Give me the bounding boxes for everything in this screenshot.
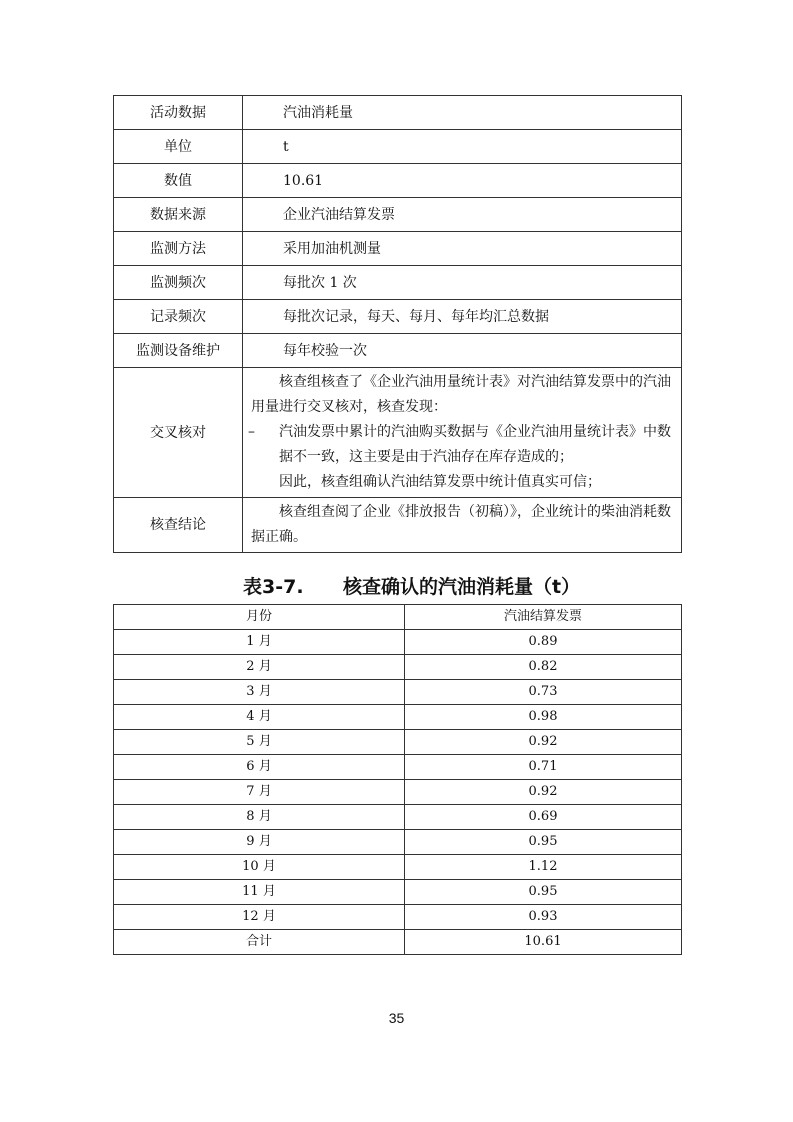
table-row xyxy=(114,266,682,300)
conclusion-row xyxy=(114,498,682,553)
cross-check-conclusion-line: 因此，核查组确认汽油结算发票中统计值真实可信； xyxy=(279,474,601,490)
value-cell: 0.71 xyxy=(405,755,682,780)
table-row xyxy=(114,705,682,730)
cross-check-bullet-text: 汽油发票中累计的汽油购买数据与《企业汽油用量统计表》中数据不一致，这主要是由于汽油存在库存造成的； xyxy=(279,424,671,465)
table-caption xyxy=(0,568,793,598)
row-label: 数值 xyxy=(114,164,243,198)
table-row xyxy=(114,130,682,164)
row-value: 每批次记录，每天、每月、每年均汇总数据 xyxy=(243,300,682,334)
row-value: 企业汽油结算发票 xyxy=(243,198,682,232)
table-row xyxy=(114,334,682,368)
cross-check-row xyxy=(114,368,682,498)
row-label: 记录频次 xyxy=(114,300,243,334)
header-invoice: 汽油结算发票 xyxy=(405,605,682,630)
month-cell: 8 月 xyxy=(114,805,405,830)
table-row xyxy=(114,300,682,334)
month-cell: 12 月 xyxy=(114,905,405,930)
row-label: 监测设备维护 xyxy=(114,334,243,368)
header-month: 月份 xyxy=(114,605,405,630)
value-cell: 0.93 xyxy=(405,905,682,930)
row-label: 活动数据 xyxy=(114,96,243,130)
month-cell: 5 月 xyxy=(114,730,405,755)
row-label: 数据来源 xyxy=(114,198,243,232)
value-cell: 0.95 xyxy=(405,830,682,855)
month-cell: 3 月 xyxy=(114,680,405,705)
table-row xyxy=(114,630,682,655)
value-cell: 0.73 xyxy=(405,680,682,705)
table-row xyxy=(114,805,682,830)
value-cell: 0.98 xyxy=(405,705,682,730)
month-cell: 7 月 xyxy=(114,780,405,805)
row-value: 每批次 1 次 xyxy=(243,266,682,300)
cross-check-content xyxy=(243,368,682,498)
table-row xyxy=(114,880,682,905)
activity-data-table xyxy=(113,95,682,553)
row-value: 10.61 xyxy=(243,164,682,198)
month-cell: 1 月 xyxy=(114,630,405,655)
monthly-gasoline-table xyxy=(113,604,682,955)
row-label: 监测方法 xyxy=(114,232,243,266)
bullet-dash: – xyxy=(248,424,255,440)
conclusion-label: 核查结论 xyxy=(114,498,243,553)
table-row xyxy=(114,655,682,680)
month-cell: 2 月 xyxy=(114,655,405,680)
value-cell: 0.89 xyxy=(405,630,682,655)
table-row xyxy=(114,755,682,780)
table-row xyxy=(114,232,682,266)
month-cell: 4 月 xyxy=(114,705,405,730)
table-row xyxy=(114,780,682,805)
value-cell: 0.92 xyxy=(405,730,682,755)
row-value: 汽油消耗量 xyxy=(243,96,682,130)
total-label: 合计 xyxy=(114,930,405,955)
month-cell: 9 月 xyxy=(114,830,405,855)
row-value: 每年校验一次 xyxy=(243,334,682,368)
cross-check-label: 交叉核对 xyxy=(114,368,243,498)
table-header-row xyxy=(114,605,682,630)
total-value: 10.61 xyxy=(405,930,682,955)
total-row xyxy=(114,930,682,955)
cross-check-intro: 核查组核查了《企业汽油用量统计表》对汽油结算发票中的汽油用量进行交叉核对，核查发现： xyxy=(251,374,671,415)
table-row xyxy=(114,164,682,198)
cross-check-bullet xyxy=(248,420,673,470)
value-cell: 0.82 xyxy=(405,655,682,680)
value-cell: 0.69 xyxy=(405,805,682,830)
conclusion-content xyxy=(243,498,682,553)
caption-number: 表3-7. xyxy=(243,576,304,598)
row-value: 采用加油机测量 xyxy=(243,232,682,266)
table-row xyxy=(114,905,682,930)
table-row xyxy=(114,730,682,755)
month-cell: 11 月 xyxy=(114,880,405,905)
table-row xyxy=(114,680,682,705)
table-row xyxy=(114,855,682,880)
table-row xyxy=(114,96,682,130)
caption-title: 核查确认的汽油消耗量（t） xyxy=(343,576,581,598)
month-cell: 6 月 xyxy=(114,755,405,780)
value-cell: 0.95 xyxy=(405,880,682,905)
value-cell: 1.12 xyxy=(405,855,682,880)
table-row xyxy=(114,198,682,232)
conclusion-text: 核查组查阅了企业《排放报告（初稿）》，企业统计的柴油消耗数据正确。 xyxy=(251,504,671,545)
row-value: t xyxy=(243,130,682,164)
page-number: 35 xyxy=(388,1010,405,1026)
value-cell: 0.92 xyxy=(405,780,682,805)
table-row xyxy=(114,830,682,855)
row-label: 单位 xyxy=(114,130,243,164)
month-cell: 10 月 xyxy=(114,855,405,880)
row-label: 监测频次 xyxy=(114,266,243,300)
